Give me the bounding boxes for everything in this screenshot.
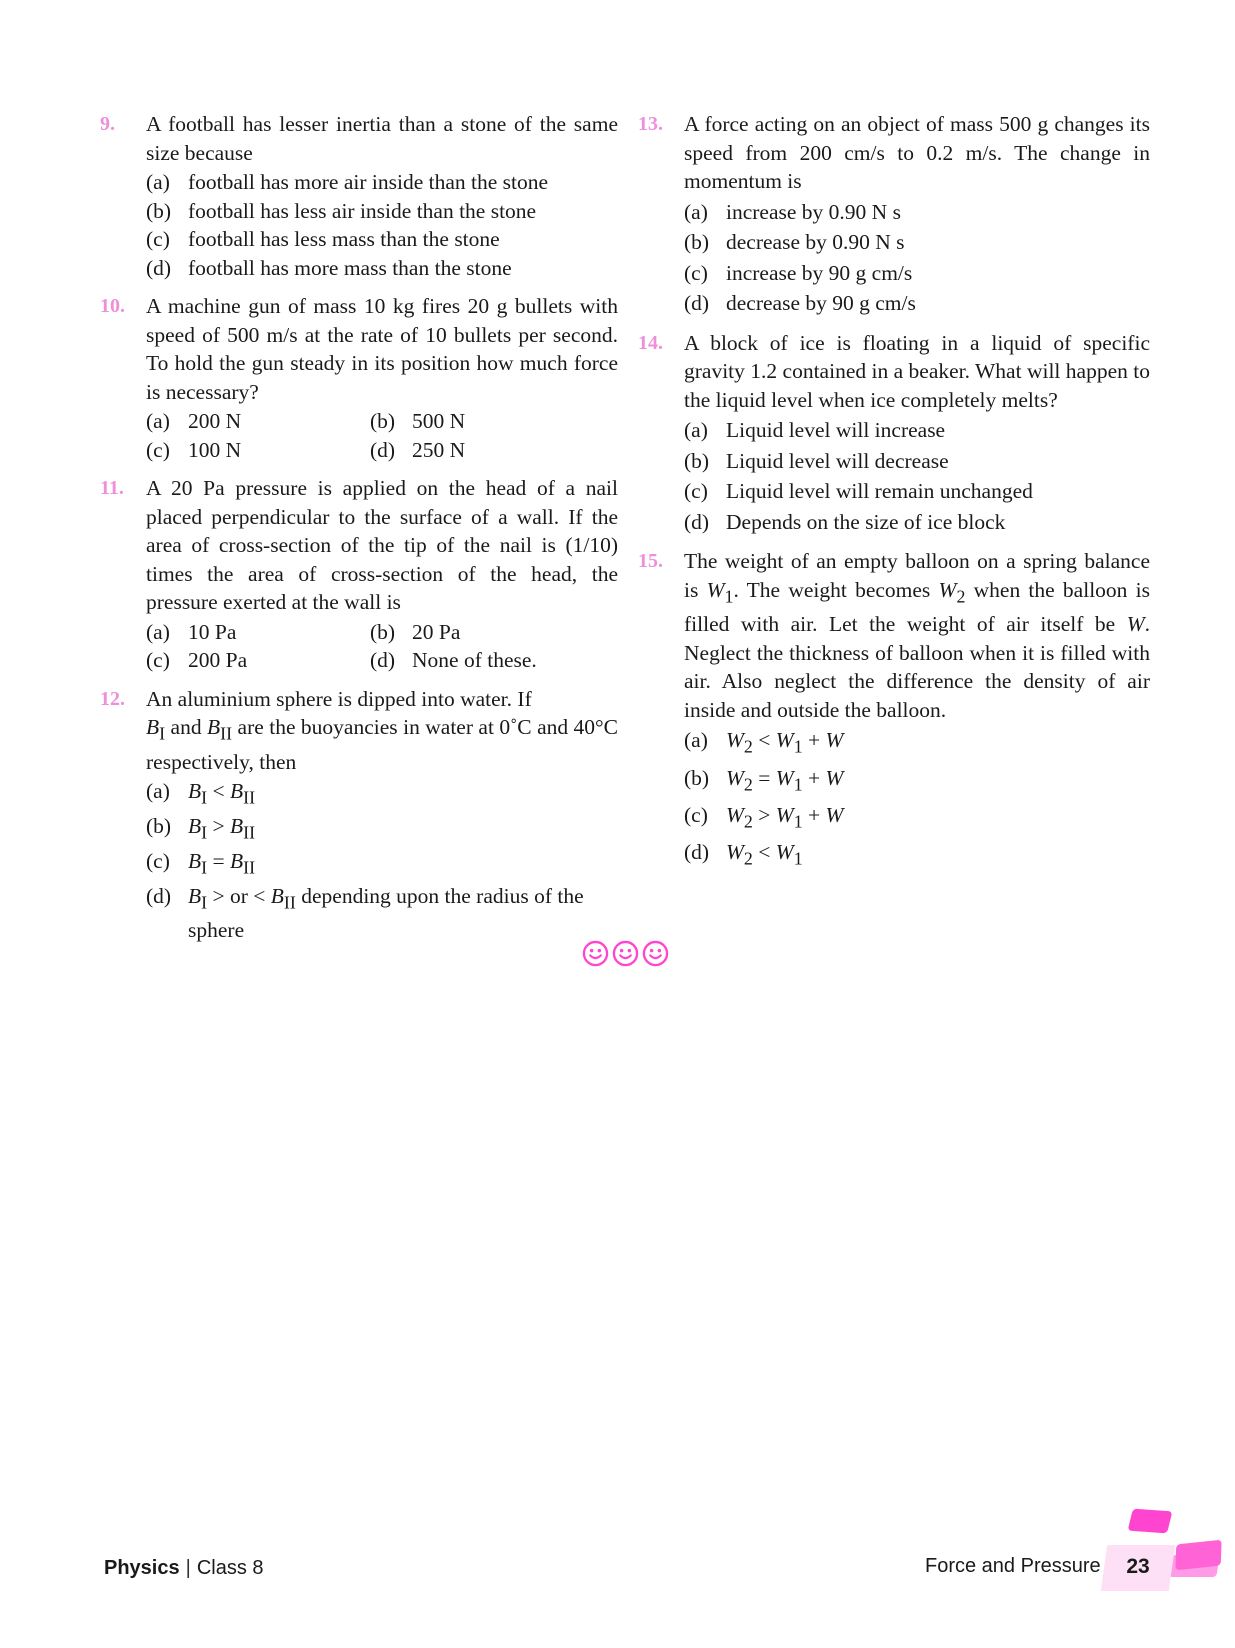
question-text: A block of ice is floating in a liquid of specific gravity 1.2 contained in a beaker. What will happen to the liquid level when ice completely melts? xyxy=(684,330,1150,412)
option-text: 100 N xyxy=(188,437,242,462)
option-label: (a) xyxy=(146,170,170,194)
option-label: (a) xyxy=(684,199,708,224)
option-label: (c) xyxy=(146,227,170,251)
question-number: 9. xyxy=(100,113,115,135)
option-text: increase by 0.90 N s xyxy=(726,199,901,224)
option-text: None of these. xyxy=(412,648,537,672)
option-a: (a) $W_2 < W_1 + W$ xyxy=(684,725,1150,762)
question-10 xyxy=(100,292,618,464)
question-text: A force acting on an object of mass 500 g changes its speed from 200 cm/s to 0.2 m/s. The change in momentum is xyxy=(684,112,1150,193)
option-label: (b) xyxy=(684,230,710,254)
footer-book-title xyxy=(104,1557,264,1580)
option-text: decrease by 0.90 N s xyxy=(726,230,905,254)
option-c xyxy=(684,258,1150,289)
option-c xyxy=(146,646,370,675)
question-number: 10. xyxy=(100,295,125,317)
option-label: (c) xyxy=(684,479,708,503)
option-text: football has less mass than the stone xyxy=(188,227,500,251)
option-text: Liquid level will increase xyxy=(726,418,946,442)
page-number: 23 xyxy=(1126,1555,1150,1578)
option-label: (b) xyxy=(684,765,710,790)
option-label: (b) xyxy=(370,619,396,644)
option-text: 200 N xyxy=(188,409,242,433)
options xyxy=(146,777,618,945)
option-label: (c) xyxy=(146,648,170,672)
option-b xyxy=(370,407,618,436)
options xyxy=(684,415,1150,537)
question-9 xyxy=(100,110,618,282)
decorative-shape xyxy=(1128,1509,1173,1534)
option-d xyxy=(370,436,618,465)
question-text: A machine gun of mass 10 kg fires 20 g bullets with speed of 500 m/s at the rate of 10 bullets per second. To hold the gun steady in its position how much force is necessary? xyxy=(146,294,618,404)
option-label: (d) xyxy=(684,509,710,534)
option-a xyxy=(684,197,1150,228)
question-14 xyxy=(638,329,1150,538)
question-number: 12. xyxy=(100,687,125,710)
option-text: Liquid level will remain unchanged xyxy=(726,479,1033,503)
question-text: A 20 Pa pressure is applied on the head of a nail placed perpendicular to the surface of a wall. If the area of cross-section of the tip of the nail is (1/10) times the area of cross-section of the head, the pressure exerted at the wall is xyxy=(146,476,618,614)
option-text: Depends on the size of ice block xyxy=(726,509,1006,534)
option-label: (a) xyxy=(146,409,170,433)
smiley-face-icon xyxy=(582,940,609,967)
option-label: (d) xyxy=(146,255,172,280)
option-a xyxy=(146,618,370,647)
option-c xyxy=(684,476,1150,507)
smiley-face-icon xyxy=(612,940,639,967)
option-b: (b) $W_2 = W_1 + W$ xyxy=(684,763,1150,800)
smiley-divider xyxy=(582,940,672,967)
option-b: (b) $B_I > B_{II}$ xyxy=(146,814,256,843)
smiley-face-icon xyxy=(642,940,669,967)
options xyxy=(146,407,618,464)
option-label: (d) xyxy=(370,437,396,462)
option-text: increase by 90 g cm/s xyxy=(726,260,913,285)
option-b xyxy=(684,227,1150,258)
option-b xyxy=(370,618,618,647)
options xyxy=(146,618,618,675)
option-c: (c) $W_2 > W_1 + W$ xyxy=(684,800,1150,837)
option-label: (b) xyxy=(146,198,172,223)
left-column xyxy=(100,110,618,945)
option-a xyxy=(146,168,618,197)
question-11 xyxy=(100,474,618,675)
option-label: (d) xyxy=(684,291,710,315)
option-label: (b) xyxy=(684,448,710,473)
option-text: Liquid level will decrease xyxy=(726,448,949,473)
question-text: The weight of an empty balloon on a spring balance is $W_1$. The weight becomes $W_2$ when the balloon is filled with air. Let the weight of air itself be W. Neglect the thickness of balloon when it is filled with air. Also neglect the difference the density of air inside and outside the balloon. xyxy=(684,549,1150,722)
question-text: A football has lesser inertia than a stone of the same size because xyxy=(146,112,618,165)
option-c: (c) $B_I = B_{II}$ xyxy=(146,848,256,878)
option-label: (c) xyxy=(146,437,170,462)
option-label: (b) xyxy=(146,814,172,839)
question-text: An aluminium sphere is dipped into water. If $B_I$ and $B_{II}$ are the buoyancies in water at 0˚C and 40°C respectively, then xyxy=(146,686,618,774)
option-d xyxy=(370,646,618,675)
option-a: (a) $B_I < B_{II}$ xyxy=(146,779,256,808)
question-12 xyxy=(100,685,618,945)
footer-separator: | xyxy=(185,1557,191,1579)
question-13 xyxy=(638,110,1150,319)
option-label: (d) xyxy=(146,883,172,908)
footer-chapter: Force and Pressure xyxy=(925,1555,1101,1577)
question-number: 14. xyxy=(638,331,663,354)
option-text: 20 Pa xyxy=(412,619,461,644)
option-label: (c) xyxy=(684,802,708,827)
option-d xyxy=(684,507,1150,538)
footer-class: Class 8 xyxy=(196,1557,264,1579)
option-text: football has more mass than the stone xyxy=(188,255,512,280)
option-b xyxy=(684,446,1150,477)
option-d xyxy=(684,288,1150,319)
options xyxy=(684,197,1150,319)
right-column xyxy=(638,110,1150,874)
option-label: (c) xyxy=(146,848,170,873)
option-d: (d) $W_2 < W_1$ xyxy=(684,837,1150,874)
option-d xyxy=(146,254,618,283)
option-text: 10 Pa xyxy=(188,619,237,644)
option-label: (c) xyxy=(684,260,708,285)
options xyxy=(146,168,618,282)
option-label: (d) xyxy=(370,648,396,672)
option-label: (a) xyxy=(684,418,708,442)
option-label: (a) xyxy=(146,619,170,644)
option-text: 200 Pa xyxy=(188,648,248,672)
option-label: (a) xyxy=(146,779,170,804)
option-text: decrease by 90 g cm/s xyxy=(726,291,916,315)
option-label: (a) xyxy=(684,728,708,753)
question-15 xyxy=(638,547,1150,874)
option-text: 500 N xyxy=(412,409,466,433)
option-text: football has less air inside than the stone xyxy=(188,198,537,223)
option-text: 250 N xyxy=(412,437,466,462)
question-number: 15. xyxy=(638,550,663,572)
option-label: (b) xyxy=(370,409,396,433)
option-a xyxy=(684,415,1150,446)
question-number: 11. xyxy=(100,477,124,499)
option-b xyxy=(146,197,618,226)
option-label: (d) xyxy=(684,840,710,865)
option-c xyxy=(146,436,370,465)
options xyxy=(684,725,1150,874)
option-a xyxy=(146,407,370,436)
option-d: (d) $B_I$ > or < $B_{II}$ depending upon the radius of the sphere xyxy=(146,883,584,943)
decorative-shape xyxy=(1175,1540,1221,1571)
option-c xyxy=(146,225,618,254)
option-text: football has more air inside than the stone xyxy=(188,170,549,194)
question-number: 13. xyxy=(638,113,663,135)
footer-subject: Physics xyxy=(104,1557,180,1579)
